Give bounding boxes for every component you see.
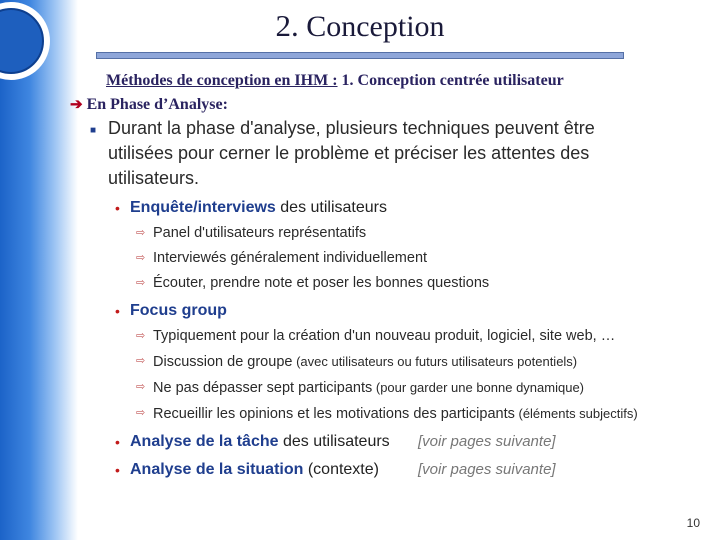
- phase-label: En Phase d’Analyse:: [86, 96, 228, 113]
- left-decorative-band: [0, 0, 78, 540]
- arrow-bullet-icon: ⇨: [136, 227, 146, 239]
- arrow-bullet-icon: ⇨: [136, 277, 146, 289]
- list-item-text: Interviewés généralement individuellement: [153, 250, 428, 266]
- section-tail: des utilisateurs: [275, 199, 387, 216]
- arrow-right-icon: ➔: [70, 97, 83, 113]
- intro-text: Durant la phase d'analyse, plusieurs techniques peuvent être utilisées pour cerner le problème et préciser les attentes des utilisateurs.: [108, 118, 595, 188]
- analysis-tail: des utilisateurs: [278, 433, 390, 450]
- section-head: Focus group: [130, 302, 227, 319]
- square-bullet-icon: ■: [90, 125, 97, 136]
- subtitle-topic: 1. Conception centrée utilisateur: [337, 72, 564, 89]
- analysis-situation: [88, 459, 658, 481]
- analysis-task: [88, 431, 658, 453]
- subtitle: [106, 72, 564, 90]
- list-item-text: Panel d'utilisateurs représentatifs: [153, 225, 367, 241]
- list-item-note: (pour garder une bonne dynamique): [372, 380, 585, 395]
- slide-title: [0, 8, 720, 44]
- analysis-tail: (contexte): [303, 461, 379, 478]
- dot-bullet-icon: •: [115, 303, 120, 319]
- intro-paragraph: [88, 116, 658, 191]
- see-next-pages-link[interactable]: [voir pages suivante]: [418, 433, 556, 450]
- dot-bullet-icon: •: [115, 434, 120, 450]
- list-item-text: Typiquement pour la création d'un nouveau produit, logiciel, site web, …: [153, 328, 616, 344]
- list-item-text: Recueillir les opinions et les motivations des participants: [153, 406, 515, 422]
- title-underline-bar: [96, 52, 624, 59]
- list-item: [88, 351, 658, 373]
- see-next-pages-link[interactable]: [voir pages suivante]: [418, 461, 556, 478]
- section-head: Enquête/interviews: [130, 199, 276, 216]
- dot-bullet-icon: •: [115, 200, 120, 216]
- page-number: 10: [686, 516, 700, 530]
- arrow-bullet-icon: ⇨: [136, 381, 146, 393]
- list-item-text: Ne pas dépasser sept participants: [153, 380, 373, 396]
- list-item-note: (avec utilisateurs ou futurs utilisateurs potentiels): [292, 354, 578, 369]
- list-item: [88, 248, 658, 269]
- phase-heading: [70, 95, 228, 114]
- section-enquete: [88, 197, 658, 219]
- arrow-bullet-icon: ⇨: [136, 252, 146, 264]
- dot-bullet-icon: •: [115, 462, 120, 478]
- arrow-bullet-icon: ⇨: [136, 330, 146, 342]
- analysis-head: Analyse de la tâche: [130, 433, 279, 450]
- list-item: [88, 403, 658, 425]
- list-item-note: (éléments subjectifs): [514, 406, 638, 421]
- analysis-head: Analyse de la situation: [130, 461, 304, 478]
- slide-content: [88, 116, 658, 496]
- list-item-text: Écouter, prendre note et poser les bonnes questions: [153, 275, 490, 291]
- arrow-bullet-icon: ⇨: [136, 407, 146, 419]
- title-number: 2.: [275, 8, 299, 43]
- subtitle-methods: Méthodes de conception en IHM :: [106, 72, 338, 89]
- list-item: [88, 377, 658, 399]
- list-item-text: Discussion de groupe: [153, 354, 293, 370]
- arrow-bullet-icon: ⇨: [136, 355, 146, 367]
- title-text: Conception: [298, 10, 445, 43]
- list-item: [88, 223, 658, 244]
- section-focus-group: [88, 300, 658, 322]
- list-item: [88, 273, 658, 294]
- list-item: [88, 326, 658, 347]
